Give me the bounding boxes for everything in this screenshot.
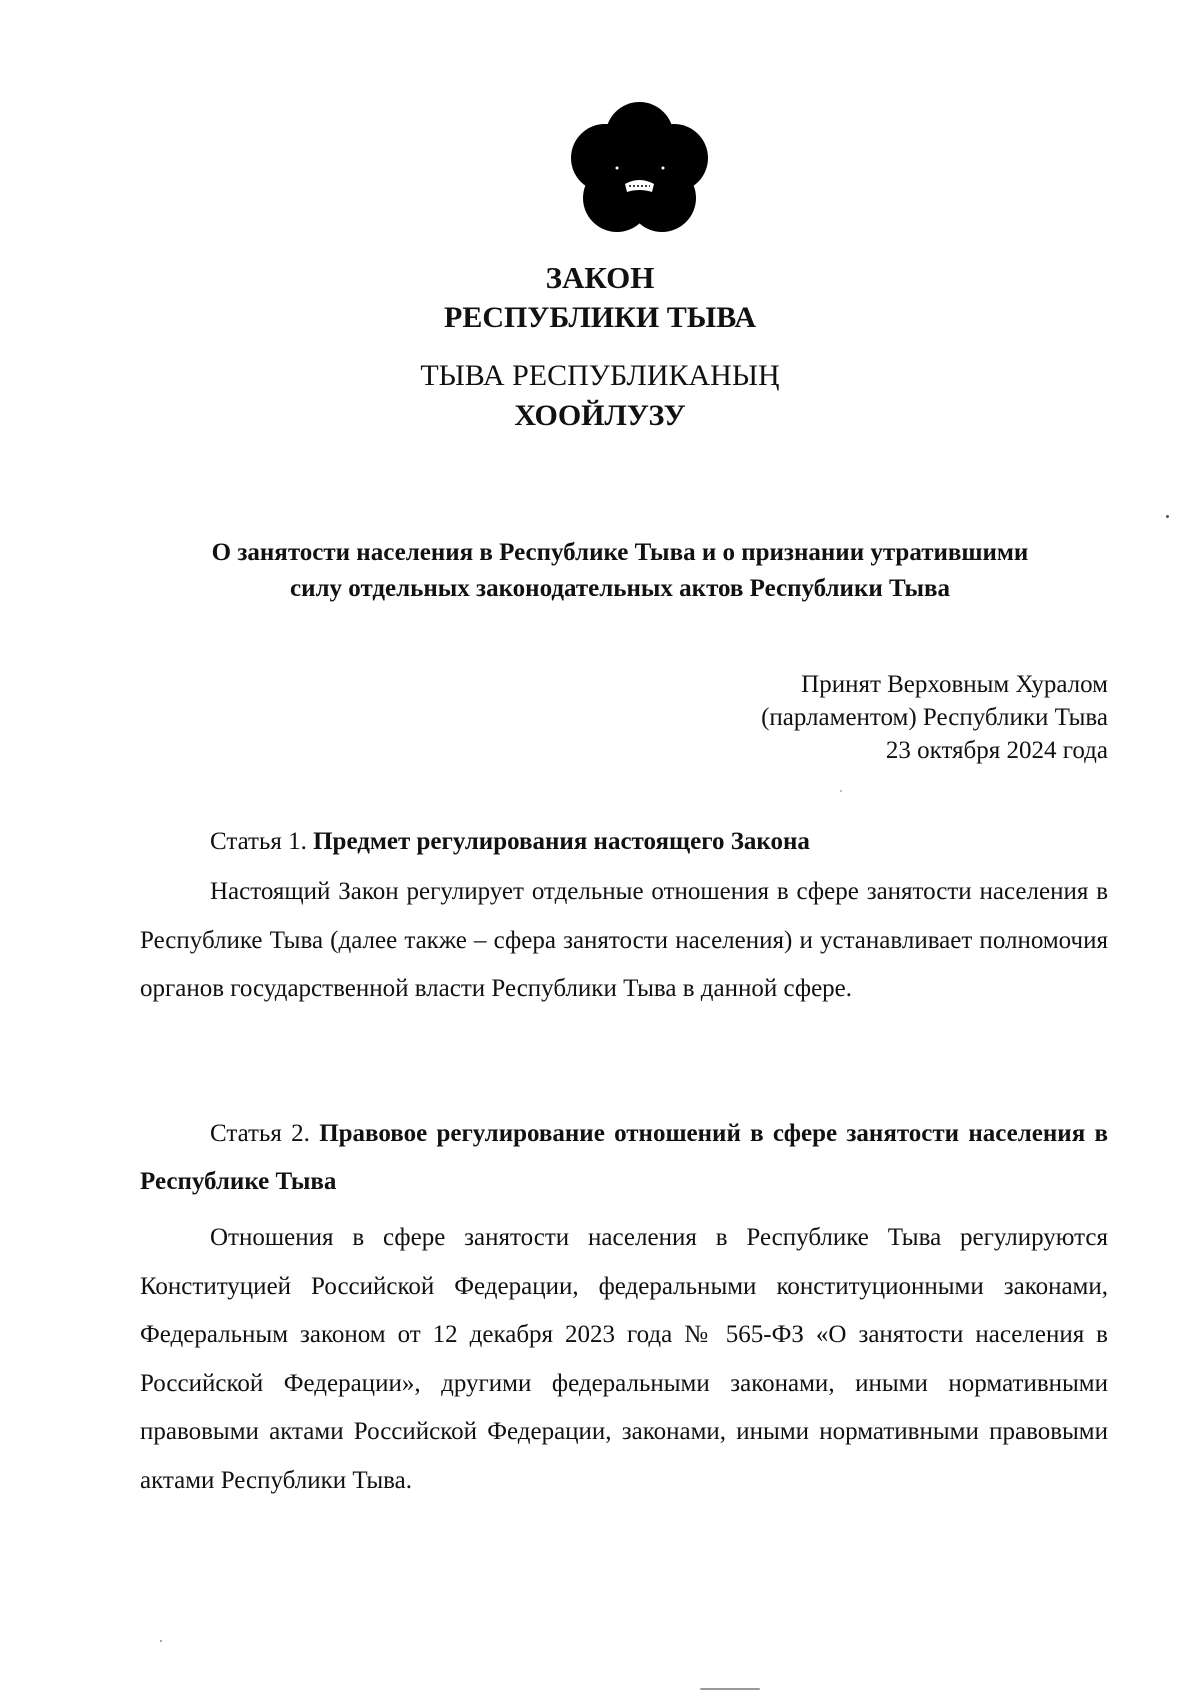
adoption-date: 23 октября 2024 года	[885, 737, 1108, 764]
article-1-heading	[140, 818, 1108, 866]
scan-speck	[1166, 515, 1169, 518]
adoption-line1: Принят Верховным Хуралом	[801, 671, 1108, 698]
law-title-line1: О занятости населения в Республике Тыва и о признании утратившими	[211, 539, 1029, 566]
article-2-body: Отношения в сфере занятости населения в Республике Тыва регулируются Конституцией Российской Федерации, федеральными конституционными законами, Федеральным законом от 12 декабря 2023 года № 565-ФЗ «О занятости населения в Российской Федерации», другими федеральными законами, иными нормативными правовыми актами Российской Федерации, законами, иными нормативными правовыми актами Республики Тыва.	[140, 1224, 1108, 1494]
law-header-tyv	[0, 356, 1200, 436]
adoption-note	[761, 668, 1108, 767]
law-title-line2: силу отдельных законодательных актов Республики Тыва	[290, 575, 950, 602]
law-title	[140, 535, 1100, 607]
header-title-ru-line2: РЕСПУБЛИКИ ТЫВА	[444, 301, 756, 334]
article-1-title: Предмет регулирования настоящего Закона	[313, 828, 810, 855]
coat-of-arms-emblem	[567, 96, 712, 241]
article-1-label: Статья 1.	[210, 828, 307, 855]
scan-speck	[700, 1688, 760, 1690]
article-2-heading	[140, 1110, 1108, 1206]
header-title-tyv-line2: ХООЙЛУЗУ	[514, 399, 686, 432]
scan-speck	[840, 790, 842, 792]
law-header-ru	[0, 258, 1200, 338]
article-2-title: Правовое регулирование отношений в сфере занятости населения в Республике Тыва	[140, 1120, 1109, 1195]
header-title-ru-line1: ЗАКОН	[545, 260, 655, 295]
article-2-label: Статья 2.	[210, 1120, 310, 1147]
header-title-tyv-line1: ТЫВА РЕСПУБЛИКАНЫҢ	[420, 359, 780, 392]
scan-speck	[160, 1640, 162, 1642]
article-1-body: Настоящий Закон регулирует отдельные отношения в сфере занятости населения в Республике Тыва (далее также – сфера занятости населения) и устанавливает полномочия органов государственной власти Республики Тыва в данной сфере.	[140, 878, 1108, 1002]
adoption-line2: (парламентом) Республики Тыва	[761, 704, 1108, 731]
